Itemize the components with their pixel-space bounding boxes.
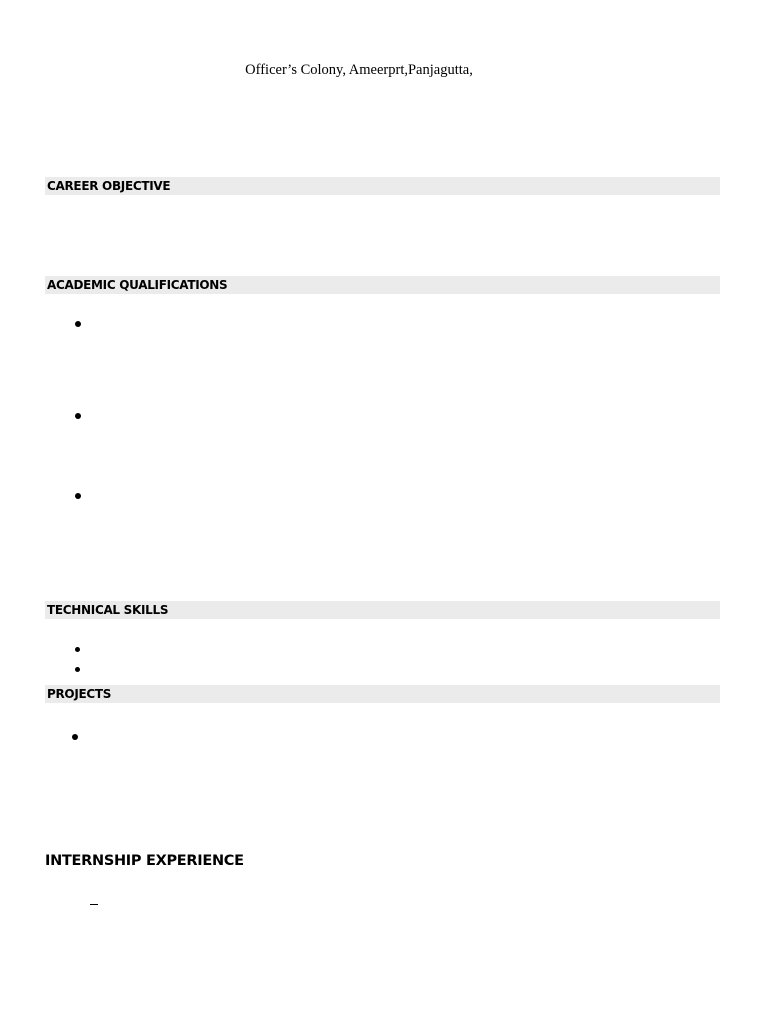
technical-skills-heading: TECHNICAL SKILLS	[45, 601, 720, 619]
list-bullet	[75, 413, 81, 419]
list-bullet	[72, 734, 78, 740]
list-bullet	[75, 493, 81, 499]
career-objective-heading: CAREER OBJECTIVE	[45, 177, 720, 195]
address-line: Officer’s Colony, Ameerprt,Panjagutta,	[245, 62, 473, 78]
list-bullet	[75, 647, 80, 652]
list-bullet	[75, 667, 80, 672]
projects-heading: PROJECTS	[45, 685, 720, 703]
list-bullet	[75, 321, 81, 327]
dash-marker	[90, 904, 98, 905]
internship-experience-heading: INTERNSHIP EXPERIENCE	[45, 853, 244, 869]
academic-qualifications-heading: ACADEMIC QUALIFICATIONS	[45, 276, 720, 294]
